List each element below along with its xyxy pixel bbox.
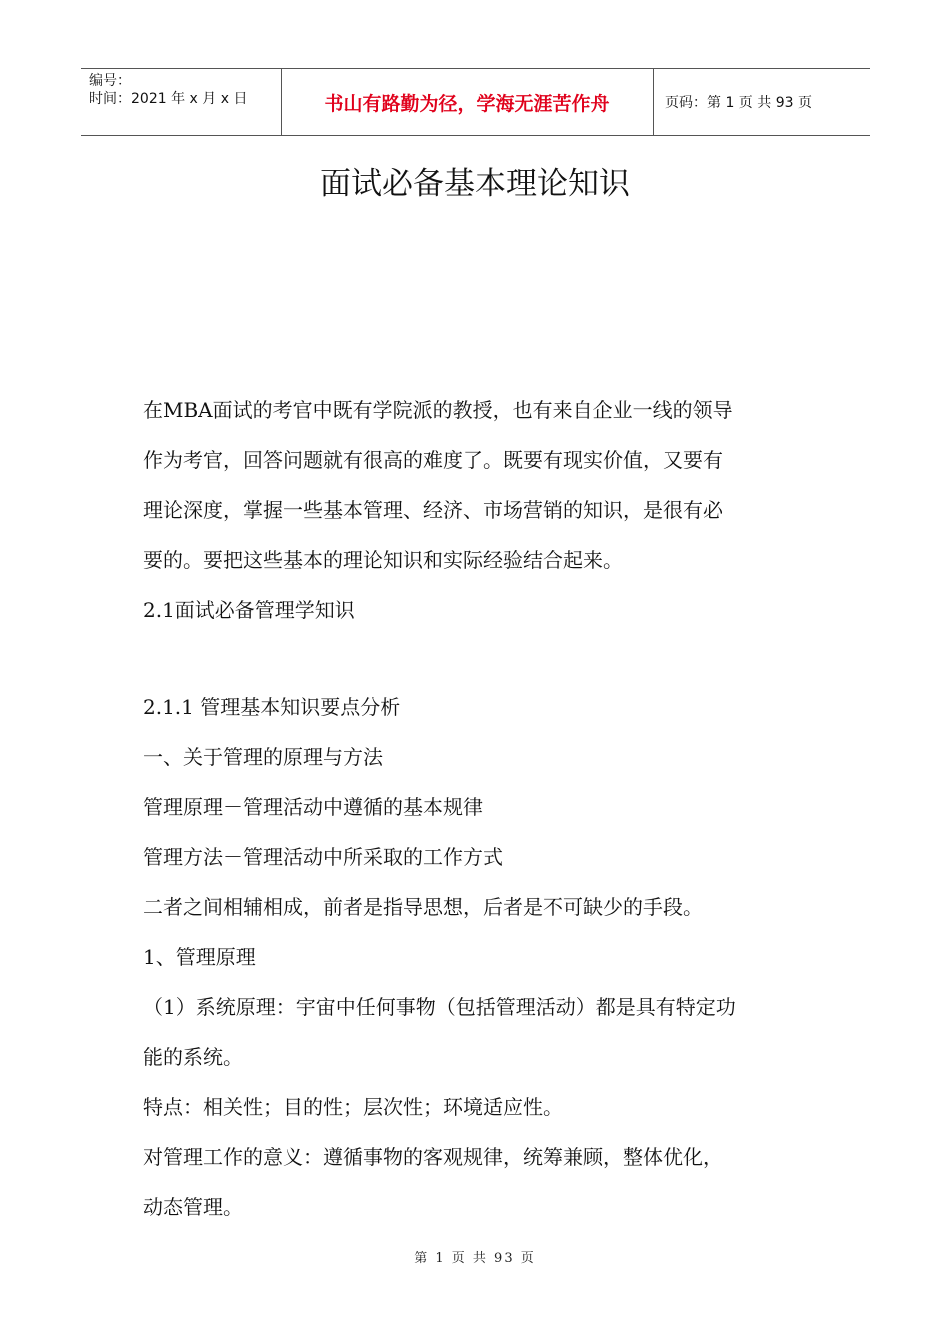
header-divider: [653, 69, 654, 135]
paragraph-line: 管理原理－管理活动中遵循的基本规律: [143, 795, 483, 819]
paragraph-line: （1）系统原理：宇宙中任何事物（包括管理活动）都是具有特定功: [143, 995, 736, 1019]
paragraph-line: 在MBA面试的考官中既有学院派的教授，也有来自企业一线的领导: [143, 398, 733, 422]
paragraph-line: 对管理工作的意义：遵循事物的客观规律，统筹兼顾，整体优化，: [143, 1145, 723, 1169]
document-title: 面试必备基本理论知识: [320, 166, 630, 202]
document-header: [81, 68, 870, 136]
paragraph-line: 特点：相关性；目的性；层次性；环境适应性。: [143, 1095, 563, 1119]
header-motto: 书山有路勤为径，学海无涯苦作舟: [324, 92, 610, 115]
paragraph-line: 理论深度，掌握一些基本管理、经济、市场营销的知识，是很有必: [143, 498, 723, 522]
intro-section: [143, 385, 823, 635]
paragraph-line: 管理方法－管理活动中所采取的工作方式: [143, 845, 503, 869]
paragraph-line: 1、管理原理: [143, 945, 256, 969]
paragraph-line: 要的。要把这些基本的理论知识和实际经验结合起来。: [143, 548, 623, 572]
paragraph-line: 作为考官，回答问题就有很高的难度了。既要有现实价值，又要有: [143, 448, 723, 472]
paragraph-line: 动态管理。: [143, 1195, 243, 1219]
header-page-info: 页码：第 1 页 共 93 页: [665, 95, 812, 111]
subsection-heading: 2.1.1 管理基本知识要点分析: [143, 695, 401, 719]
section-heading: 2.1面试必备管理学知识: [143, 598, 355, 622]
time-label: 时间：2021 年 x 月 x 日: [89, 91, 248, 107]
paragraph-line: 能的系统。: [143, 1045, 243, 1069]
number-label: 编号：: [89, 73, 131, 89]
page-footer: 第 1 页 共 93 页: [414, 1251, 536, 1266]
paragraph-line: 二者之间相辅相成，前者是指导思想，后者是不可缺少的手段。: [143, 895, 703, 919]
management-section: [143, 682, 823, 1232]
header-meta: [89, 72, 247, 108]
paragraph-line: 一、关于管理的原理与方法: [143, 745, 383, 769]
